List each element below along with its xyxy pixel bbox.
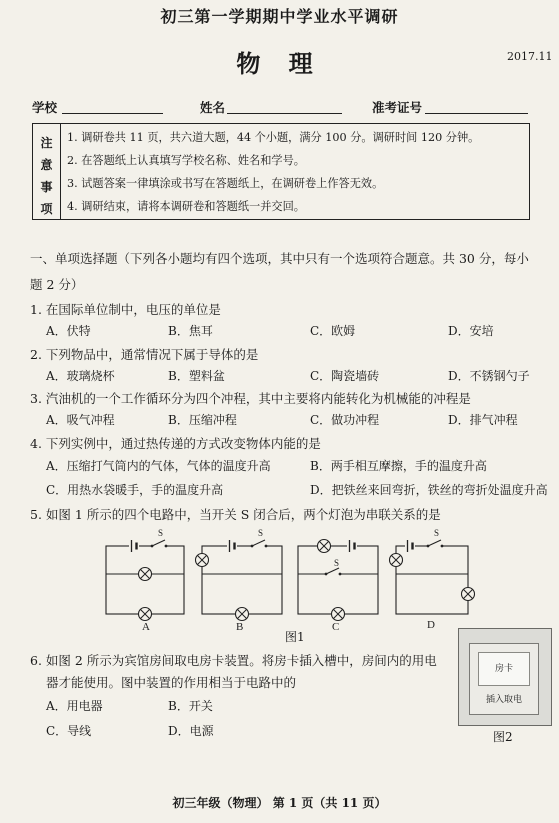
option-a[interactable]: A．吸气冲程	[46, 413, 115, 427]
option-a[interactable]: A．压缩打气筒内的气体，气体的温度升高	[46, 459, 271, 473]
option-b[interactable]: B．焦耳	[168, 324, 213, 338]
room-card-label: 房卡	[494, 664, 513, 674]
page-footer: 初三年级（物理） 第 1 页（共 11 页）	[172, 796, 387, 810]
option-b[interactable]: B．压缩冲程	[168, 413, 237, 427]
notice-item: 1. 调研卷共 11 页，共六道大题，44 个小题，满分 100 分。调研时间 120 分钟。	[67, 131, 480, 144]
school-label: 学校	[32, 100, 58, 115]
name-field[interactable]	[227, 113, 342, 114]
notice-item: 4. 调研结束，请将本调研卷和答题纸一并交回。	[67, 200, 305, 213]
section-heading-cont: 题 2 分）	[30, 277, 84, 292]
question-stem-cont: 器才能使用。图中装置的作用相当于电路中的	[46, 675, 297, 690]
notice-side-label	[33, 124, 61, 219]
circuit-d[interactable]	[390, 528, 475, 614]
exam-date: 2017.11	[507, 50, 553, 63]
section-heading: 一、单项选择题（下列各小题均有四个选项，其中只有一个选项符合题意。共 30 分，每小	[30, 251, 529, 266]
name-label: 姓名	[200, 100, 226, 115]
option-c[interactable]: C．陶瓷墙砖	[310, 369, 380, 383]
switch-label: S	[158, 528, 164, 538]
switch-label: S	[434, 528, 440, 538]
option-b[interactable]: B．两手相互摩擦，手的温度升高	[310, 459, 487, 473]
notice-box	[32, 123, 530, 220]
insert-power-label: 插入取电	[485, 695, 522, 705]
question-stem: 5. 如图 1 所示的四个电路中，当开关 S 闭合后，两个灯泡为串联关系的是	[30, 507, 441, 522]
circuit-a[interactable]	[106, 528, 184, 621]
question-stem: 2. 下列物品中，通常情况下属于导体的是	[30, 347, 259, 362]
question-stem: 3. 汽油机的一个工作循环分为四个冲程，其中主要将内能转化为机械能的冲程是	[30, 391, 471, 406]
figure2-caption: 图2	[493, 730, 513, 744]
notice-side-char: 意	[40, 158, 53, 172]
question-stem: 6. 如图 2 所示为宾馆房间取电房卡装置。将房卡插入槽中，房间内的用电	[30, 653, 437, 668]
circuit-c[interactable]	[298, 539, 378, 621]
circuit-label-c: C	[332, 621, 340, 633]
school-field[interactable]	[62, 113, 163, 114]
exam-no-field[interactable]	[425, 113, 528, 114]
option-a[interactable]: A．用电器	[46, 699, 103, 713]
option-c[interactable]: C．做功冲程	[310, 413, 380, 427]
option-d[interactable]: D．安培	[448, 324, 494, 338]
card-slot-panel	[469, 643, 539, 715]
circuit-label-a: A	[142, 621, 150, 633]
notice-item: 2. 在答题纸上认真填写学校名称、姓名和学号。	[67, 154, 305, 167]
exam-title: 初三第一学期期中学业水平调研	[160, 7, 399, 26]
notice-side-char: 注	[40, 136, 53, 150]
room-card	[478, 652, 530, 686]
switch-label: S	[258, 528, 264, 538]
option-a[interactable]: A．玻璃烧杯	[46, 369, 115, 383]
option-c[interactable]: C．用热水袋暖手，手的温度升高	[46, 483, 224, 497]
notice-side-char: 事	[40, 180, 53, 194]
figure1-caption: 图1	[285, 630, 305, 644]
option-b[interactable]: B．开关	[168, 699, 213, 713]
circuit-label-b: B	[236, 621, 244, 633]
option-c[interactable]: C．导线	[46, 724, 92, 738]
option-d[interactable]: D．电源	[168, 724, 214, 738]
option-b[interactable]: B．塑料盆	[168, 369, 225, 383]
exam-no-label: 准考证号	[372, 100, 423, 115]
option-c[interactable]: C．欧姆	[310, 324, 356, 338]
option-d[interactable]: D．把铁丝来回弯折，铁丝的弯折处温度升高	[310, 483, 548, 497]
circuit-b[interactable]	[196, 528, 283, 621]
notice-side-char: 项	[40, 202, 53, 216]
question-stem: 1. 在国际单位制中，电压的单位是	[30, 302, 221, 317]
notice-item: 3. 试题答案一律填涂或书写在答题纸上，在调研卷上作答无效。	[67, 177, 384, 190]
option-d[interactable]: D．不锈钢勺子	[448, 369, 530, 383]
switch-label: S	[334, 558, 340, 568]
card-slot-photo	[458, 628, 552, 726]
subject-title: 物 理	[236, 49, 323, 78]
circuit-figure	[90, 526, 480, 642]
circuit-label-d: D	[427, 619, 435, 631]
option-d[interactable]: D．排气冲程	[448, 413, 518, 427]
question-stem: 4. 下列实例中，通过热传递的方式改变物体内能的是	[30, 436, 321, 451]
option-a[interactable]: A．伏特	[46, 324, 91, 338]
